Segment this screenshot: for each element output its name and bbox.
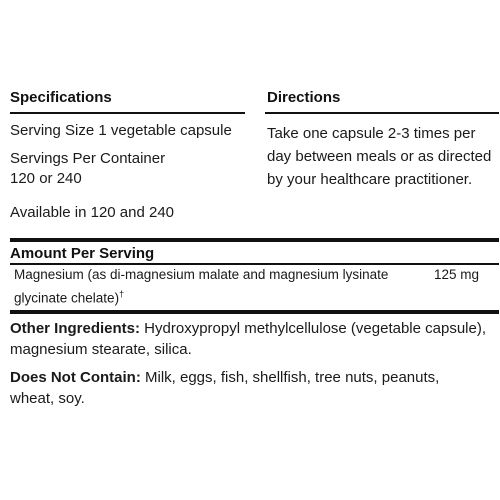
does-not-contain-text-2: wheat, soy. (10, 390, 85, 407)
available-sizes: Available in 120 and 240 (10, 204, 175, 221)
directions-heading: Directions (267, 89, 341, 106)
amount-heading-rule (10, 263, 499, 265)
directions-line-2: day between meals or as directed (267, 148, 492, 165)
other-ingredients-text-2: magnesium stearate, silica. (10, 341, 192, 358)
specifications-heading: Specifications (10, 89, 112, 106)
ingredient-magnesium-source: glycinate chelate) (14, 290, 120, 306)
other-ingredients-label: Other Ingredients: (10, 320, 141, 337)
servings-per-container-value: 120 or 240 (10, 170, 82, 187)
amount-bottom-rule (10, 310, 499, 314)
amount-top-rule (10, 238, 499, 242)
servings-per-container-label: Servings Per Container (10, 150, 166, 167)
ingredient-magnesium-line-2 (14, 285, 124, 308)
does-not-contain (10, 367, 439, 388)
directions-divider (265, 112, 499, 114)
specifications-divider (10, 112, 245, 114)
other-ingredients-text-1: Hydroxypropyl methylcellulose (vegetable capsule), (140, 320, 487, 337)
dagger-marker: † (119, 289, 125, 299)
directions-line-1: Take one capsule 2-3 times per (267, 125, 476, 142)
ingredient-magnesium-amount: 125 mg (434, 267, 480, 282)
directions-line-3: by your healthcare practitioner. (267, 171, 473, 188)
amount-per-serving-heading: Amount Per Serving (10, 245, 155, 262)
does-not-contain-text-1: Milk, eggs, fish, shellfish, tree nuts, peanuts, (140, 369, 440, 386)
does-not-contain-label: Does Not Contain: (10, 369, 141, 386)
other-ingredients (10, 318, 486, 339)
ingredient-magnesium-line-1: Magnesium (as di-magnesium malate and magnesium lysinate (14, 267, 389, 282)
serving-size: Serving Size 1 vegetable capsule (10, 122, 232, 139)
